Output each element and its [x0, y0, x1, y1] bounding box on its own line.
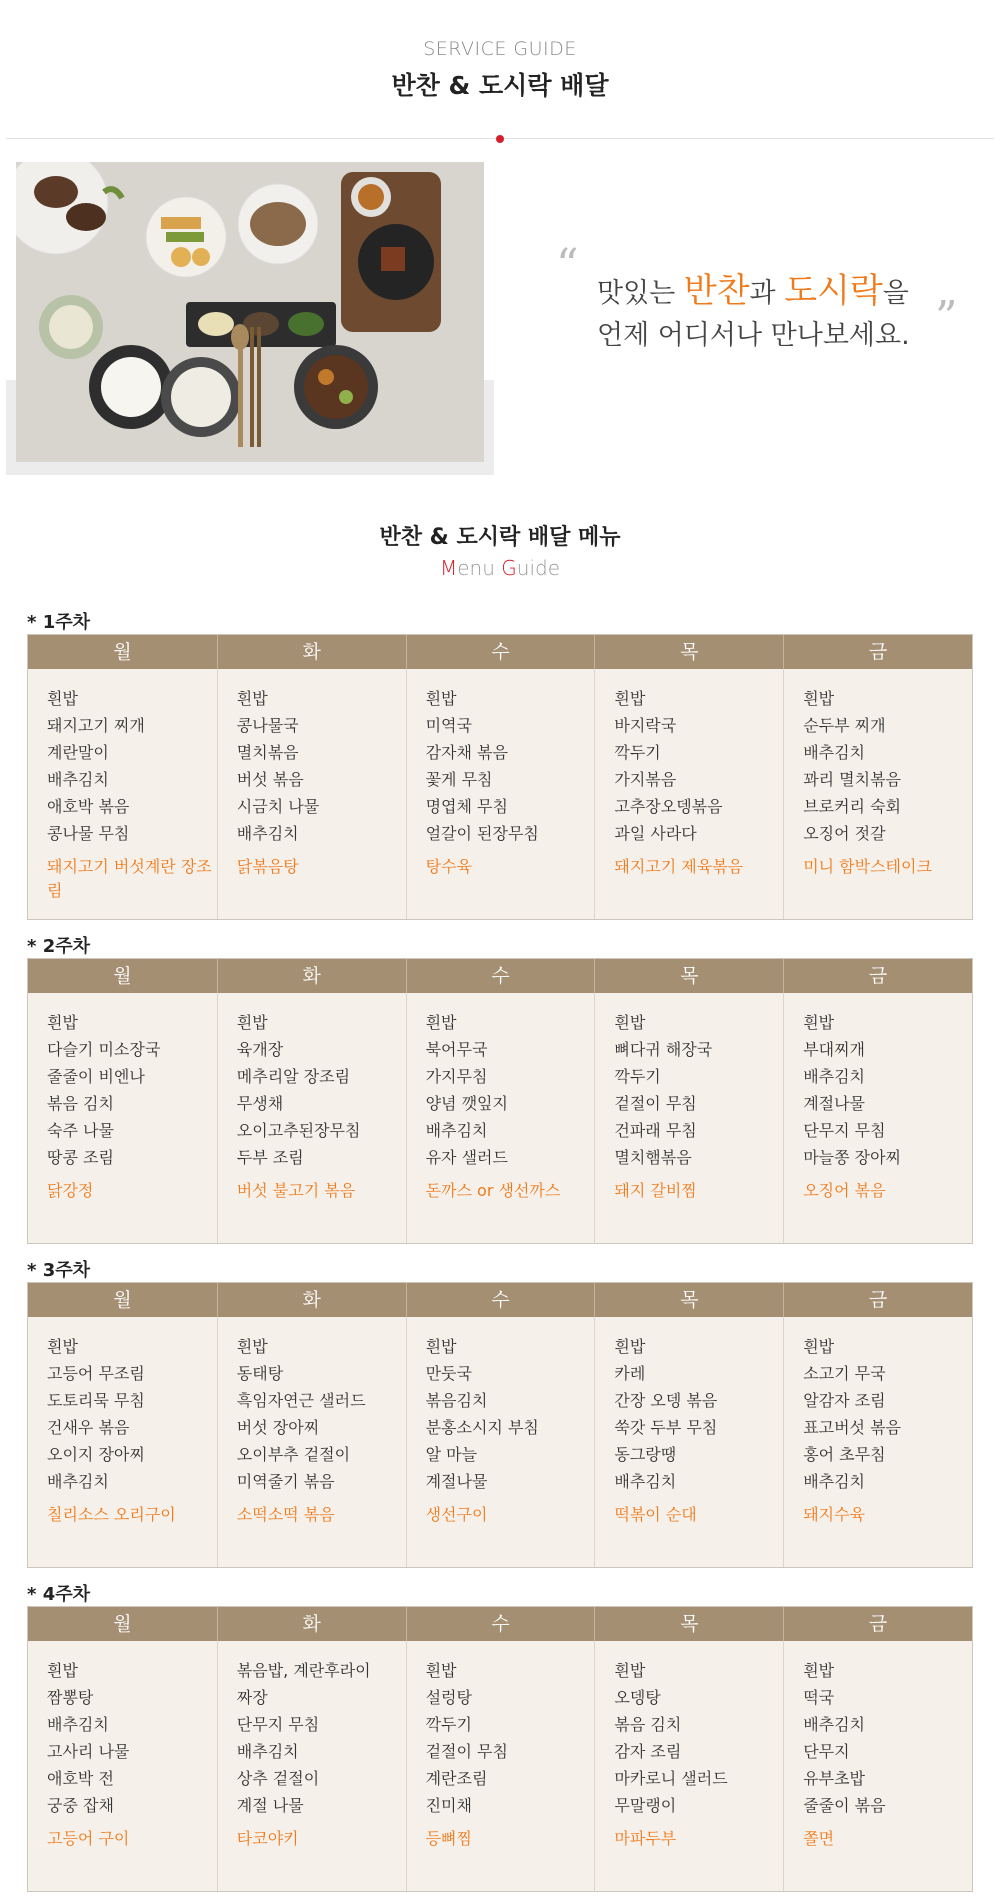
day-menu-cell: [28, 1317, 217, 1567]
dish-item: 배추김치: [47, 770, 109, 789]
dish-item: 흰밥: [47, 1013, 78, 1032]
dish-item: 메추리알 장조림: [236, 1067, 351, 1086]
menu-body-row: [28, 993, 972, 1243]
dish-item: 겉절이 무침: [614, 1094, 697, 1113]
dish-item: 떡국: [803, 1688, 835, 1707]
subtitle-letter-m: M: [439, 556, 458, 580]
dish-item: 배추김치: [803, 743, 866, 762]
special-dish: 닭볶음탕: [236, 857, 299, 876]
day-menu-cell: [28, 1641, 217, 1891]
food-illustration: [16, 162, 484, 462]
dish-item: 흰밥: [614, 1337, 646, 1356]
menu-body-row: [28, 1641, 972, 1891]
week-label-text: 2주차: [42, 936, 90, 957]
dish-item: 겉절이 무침: [425, 1742, 508, 1761]
dish-item: 간장 오뎅 볶음: [614, 1391, 718, 1410]
day-header: 월: [113, 965, 132, 987]
day-header: 화: [217, 959, 406, 993]
dish-item: 배추김치: [47, 1715, 109, 1734]
tagline-post: 을: [882, 278, 909, 309]
day-menu-cell: [217, 1641, 406, 1891]
dish-item: 바지락국: [614, 716, 677, 735]
dish-item: 다슬기 미소장국: [47, 1040, 161, 1059]
dish-item: 도토리묵 무침: [47, 1391, 145, 1410]
dish-item: 유자 샐러드: [425, 1148, 508, 1167]
dish-item: 흰밥: [614, 1661, 646, 1680]
dish-item: 상추 겉절이: [236, 1769, 320, 1788]
bullet-asterisk-icon: *: [27, 1260, 43, 1281]
dish-item: 표고버섯 볶음: [803, 1418, 902, 1437]
dish-item: 꽈리 멸치볶음: [803, 770, 902, 789]
open-quote-icon: “: [556, 240, 579, 291]
eyebrow-text: SERVICE GUIDE: [423, 38, 577, 60]
special-dish: 생선구이: [425, 1505, 488, 1524]
dish-item: 꽃게 무침: [425, 770, 493, 789]
dish-item: 볶음김치: [425, 1391, 488, 1410]
week-menu-table: [27, 958, 973, 1244]
dish-item: 두부 조림: [236, 1148, 304, 1167]
dish-item: 알감자 조림: [803, 1391, 886, 1410]
bullet-asterisk-icon: *: [27, 1584, 43, 1605]
dish-item: 흰밥: [803, 1337, 835, 1356]
dish-item: 마카로니 샐러드: [614, 1769, 728, 1788]
special-dish: 돈까스 or 생선까스: [425, 1181, 561, 1200]
dish-item: 계절 나물: [236, 1796, 304, 1815]
day-menu-cell: [783, 669, 972, 919]
dish-item: 소고기 무국: [803, 1364, 886, 1383]
dish-item: 알 마늘: [425, 1445, 478, 1464]
dish-item: 줄줄이 비엔나: [47, 1067, 145, 1086]
week-label-text: 3주차: [42, 1260, 90, 1281]
bullet-asterisk-icon: *: [27, 612, 43, 633]
dish-item: 흰밥: [614, 689, 646, 708]
tagline-pre: 맛있는: [597, 278, 684, 309]
dish-item: 오이고추된장무침: [236, 1121, 361, 1140]
dish-item: 동태탕: [236, 1364, 284, 1383]
menu-body-row: [28, 669, 972, 919]
day-header: 수: [406, 959, 595, 993]
dish-item: 건파래 무침: [614, 1121, 697, 1140]
day-menu-cell: [594, 1317, 783, 1567]
dish-item: 만둣국: [425, 1364, 472, 1383]
day-header: 목: [594, 635, 783, 669]
menu-guide-subtitle: [0, 556, 1000, 580]
dish-item: 오이부추 겉절이: [236, 1445, 351, 1464]
week-label: [27, 608, 90, 634]
dish-item: 애호박 전: [47, 1769, 114, 1788]
dish-item: 배추김치: [425, 1121, 488, 1140]
special-dish: 등뼈찜: [425, 1829, 472, 1848]
week-menu-table: [27, 1282, 973, 1568]
week-label: [27, 932, 90, 958]
dish-item: 고등어 무조림: [47, 1364, 145, 1383]
dish-item: 분홍소시지 부침: [425, 1418, 539, 1437]
week-label-text: 4주차: [42, 1584, 90, 1605]
day-menu-cell: [783, 993, 972, 1243]
dish-item: 순두부 찌개: [803, 716, 886, 735]
dish-item: 멸치햄볶음: [614, 1148, 692, 1167]
dish-item: 애호박 볶음: [47, 797, 130, 816]
dish-item: 콩나물국: [236, 716, 299, 735]
dish-item: 가지볶음: [614, 770, 677, 789]
special-dish: 칠리소스 오리구이: [47, 1505, 176, 1524]
bullet-asterisk-icon: *: [27, 936, 43, 957]
tagline-line-1: [597, 263, 909, 312]
dish-item: 계란조림: [425, 1769, 488, 1788]
day-menu-cell: [28, 669, 217, 919]
dish-item: 짜장: [236, 1688, 268, 1707]
dish-item: 짬뽕탕: [47, 1688, 94, 1707]
day-menu-cell: [28, 993, 217, 1243]
dish-item: 육개장: [236, 1040, 284, 1059]
day-menu-cell: [594, 1641, 783, 1891]
dish-item: 멸치볶음: [236, 743, 299, 762]
dish-item: 배추김치: [614, 1472, 677, 1491]
dish-item: 흰밥: [47, 1337, 78, 1356]
week-menu-table: [27, 1606, 973, 1892]
day-header: 수: [406, 635, 595, 669]
dish-item: 부대찌개: [803, 1040, 866, 1059]
dish-item: 흰밥: [425, 689, 457, 708]
subtitle-uide: uide: [516, 556, 560, 580]
week-label: [27, 1256, 90, 1282]
day-header: 화: [217, 1607, 406, 1641]
day-menu-cell: [594, 993, 783, 1243]
week-label-text: 1주차: [42, 612, 90, 633]
menu-body-row: [28, 1317, 972, 1567]
dish-item: 뼈다귀 해장국: [614, 1040, 713, 1059]
dish-item: 흰밥: [47, 689, 78, 708]
day-header: 목: [594, 1607, 783, 1641]
day-menu-cell: [594, 669, 783, 919]
dish-item: 건새우 볶음: [47, 1418, 130, 1437]
dish-item: 단무지: [803, 1742, 850, 1761]
dish-item: 브로커리 숙회: [803, 797, 902, 816]
dish-item: 유부초밥: [803, 1769, 866, 1788]
dish-item: 흰밥: [614, 1013, 646, 1032]
dish-item: 무생채: [236, 1094, 284, 1113]
day-header-row: [28, 1283, 972, 1317]
dish-item: 북어무국: [425, 1040, 488, 1059]
week-menu-table: [27, 634, 973, 920]
close-quote-icon: ”: [935, 292, 958, 343]
dish-item: 무말랭이: [614, 1796, 677, 1815]
dish-item: 땅콩 조림: [47, 1148, 114, 1167]
dish-item: 미역국: [425, 716, 472, 735]
tagline-accent-dosirak: 도시락: [784, 271, 883, 311]
dish-item: 과일 사라다: [614, 824, 697, 843]
dish-item: 줄줄이 볶음: [803, 1796, 886, 1815]
day-menu-cell: [406, 1641, 595, 1891]
day-header: 월: [113, 1289, 132, 1311]
dish-item: 흰밥: [425, 1013, 457, 1032]
day-header: 화: [217, 1283, 406, 1317]
special-dish: 타코야키: [236, 1829, 299, 1848]
subtitle-enu: enu: [457, 556, 502, 580]
dish-item: 시금치 나물: [236, 797, 320, 816]
dish-item: 오징어 젓갈: [803, 824, 886, 843]
dish-item: 얼갈이 된장무침: [425, 824, 539, 843]
dish-item: 가지무침: [425, 1067, 488, 1086]
tagline-line-2: 언제 어디서나 만나보세요.: [597, 320, 910, 351]
dish-item: 흰밥: [803, 1661, 835, 1680]
dish-item: 흰밥: [803, 1013, 835, 1032]
special-dish: 돼지수육: [803, 1505, 866, 1524]
week-label: [27, 1580, 90, 1606]
dish-item: 감자채 볶음: [425, 743, 508, 762]
dish-item: 볶음 김치: [47, 1094, 114, 1113]
dish-item: 배추김치: [803, 1067, 866, 1086]
dish-item: 배추김치: [47, 1472, 109, 1491]
dish-item: 숙주 나물: [47, 1121, 114, 1140]
day-header: 목: [594, 959, 783, 993]
dish-item: 고추장오뎅볶음: [614, 797, 723, 816]
divider-dot-icon: [496, 135, 504, 143]
dish-item: 흰밥: [47, 1661, 78, 1680]
dish-item: 오이지 장아찌: [47, 1445, 145, 1464]
day-menu-cell: [217, 669, 406, 919]
dish-item: 버섯 장아찌: [236, 1418, 320, 1437]
day-header: 월: [113, 1613, 132, 1635]
dish-item: 궁중 잡채: [47, 1796, 114, 1815]
special-dish: 닭강정: [47, 1181, 94, 1200]
day-header: 금: [783, 959, 972, 993]
day-header-row: [28, 635, 972, 669]
day-header: 금: [783, 1283, 972, 1317]
dish-item: 흰밥: [236, 1013, 268, 1032]
special-dish: 탕수육: [425, 857, 472, 876]
subtitle-letter-g: G: [501, 556, 517, 580]
day-menu-cell: [406, 993, 595, 1243]
dish-item: 고사리 나물: [47, 1742, 130, 1761]
special-dish: 돼지 갈비찜: [614, 1181, 697, 1200]
dish-item: 깍두기: [425, 1715, 472, 1734]
dish-item: 배추김치: [236, 824, 299, 843]
dish-item: 단무지 무침: [803, 1121, 886, 1140]
dish-item: 흰밥: [803, 689, 835, 708]
special-dish: 버섯 불고기 볶음: [236, 1181, 356, 1200]
day-header: 수: [406, 1607, 595, 1641]
dish-item: 계절나물: [425, 1472, 488, 1491]
day-header: 목: [594, 1283, 783, 1317]
special-dish: 고등어 구이: [47, 1829, 130, 1848]
special-dish: 돼지고기 제육볶음: [614, 857, 744, 876]
day-menu-cell: [783, 1317, 972, 1567]
dish-item: 계란말이: [47, 743, 109, 762]
day-header-row: [28, 959, 972, 993]
day-menu-cell: [217, 1317, 406, 1567]
dish-item: 동그랑땡: [614, 1445, 677, 1464]
dish-item: 오뎅탕: [614, 1688, 661, 1707]
special-dish: 쫄면: [803, 1829, 835, 1848]
day-header: 수: [406, 1283, 595, 1317]
dish-item: 미역줄기 볶음: [236, 1472, 335, 1491]
dish-item: 마늘쫑 장아찌: [803, 1148, 902, 1167]
dish-item: 홍어 초무침: [803, 1445, 886, 1464]
special-dish: 마파두부: [614, 1829, 677, 1848]
dish-item: 볶음 김치: [614, 1715, 682, 1734]
dish-item: 깍두기: [614, 743, 661, 762]
dish-item: 배추김치: [236, 1742, 299, 1761]
dish-item: 흰밥: [236, 689, 268, 708]
service-guide-header: [0, 0, 1000, 140]
dish-item: 명엽체 무침: [425, 797, 508, 816]
special-dish: 오징어 볶음: [803, 1181, 886, 1200]
dish-item: 흰밥: [425, 1337, 457, 1356]
day-header-row: [28, 1607, 972, 1641]
day-header: 금: [783, 1607, 972, 1641]
dish-item: 배추김치: [803, 1472, 866, 1491]
dish-item: 단무지 무침: [236, 1715, 320, 1734]
dish-item: 쑥갓 두부 무침: [614, 1418, 718, 1437]
dish-item: 배추김치: [803, 1715, 866, 1734]
dish-item: 깍두기: [614, 1067, 661, 1086]
day-menu-cell: [217, 993, 406, 1243]
dish-item: 계절나물: [803, 1094, 866, 1113]
tagline-mid: 과: [749, 278, 785, 309]
dish-item: 흰밥: [236, 1337, 268, 1356]
food-table-photo: [16, 162, 484, 462]
day-menu-cell: [783, 1641, 972, 1891]
day-header: 월: [113, 641, 132, 663]
menu-section-title: 반찬 & 도시락 배달 메뉴: [379, 525, 621, 550]
dish-item: 볶음밥, 계란후라이: [236, 1661, 371, 1680]
day-menu-cell: [406, 1317, 595, 1567]
special-dish: 소떡소떡 볶음: [236, 1505, 335, 1524]
day-menu-cell: [406, 669, 595, 919]
tagline-accent-banchan: 반찬: [683, 271, 750, 311]
page-title: 반찬 & 도시락 배달: [391, 71, 609, 100]
dish-item: 설렁탕: [425, 1688, 472, 1707]
special-dish: 미니 함박스테이크: [803, 857, 932, 876]
dish-item: 카레: [614, 1364, 646, 1383]
special-dish: 떡볶이 순대: [614, 1505, 697, 1524]
dish-item: 버섯 볶음: [236, 770, 304, 789]
dish-item: 콩나물 무침: [47, 824, 130, 843]
day-header: 금: [783, 635, 972, 669]
special-dish: 돼지고기 버섯계란 장조림: [47, 857, 212, 900]
dish-item: 감자 조림: [614, 1742, 682, 1761]
dish-item: 양념 깻잎지: [425, 1094, 508, 1113]
dish-item: 진미채: [425, 1796, 472, 1815]
dish-item: 돼지고기 찌개: [47, 716, 145, 735]
dish-item: 흰밥: [425, 1661, 457, 1680]
dish-item: 흑임자연근 샐러드: [236, 1391, 366, 1410]
day-header: 화: [217, 635, 406, 669]
